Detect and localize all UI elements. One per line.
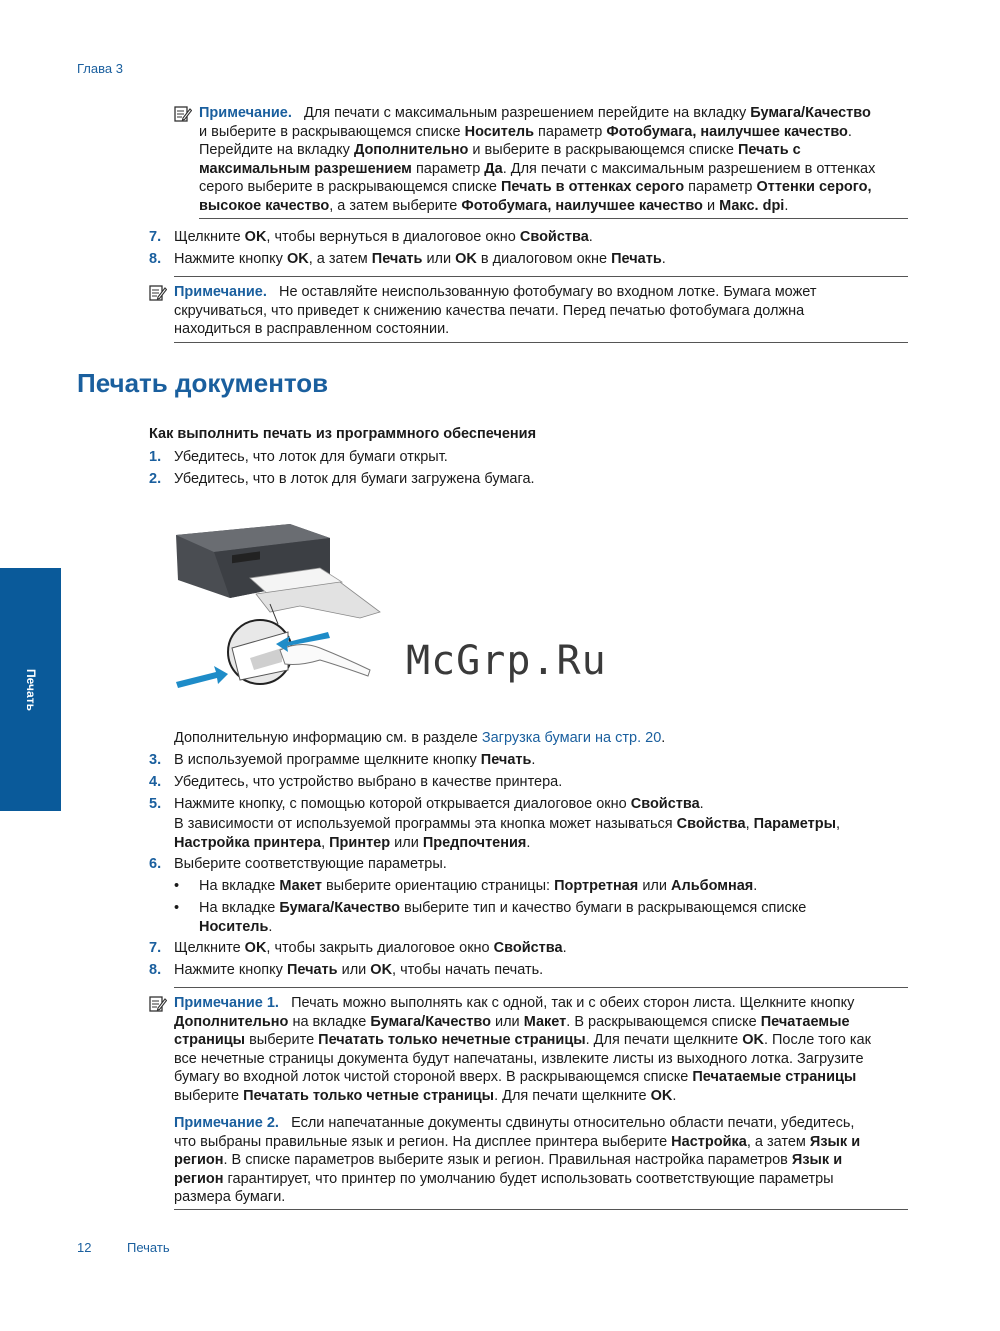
step5-detail: В зависимости от используемой программы эта кнопка может называться Свойства, Параметры, Настройка принтера, Принтер или Предпочтения. — [174, 816, 841, 851]
side-tab-label: Печать — [23, 668, 38, 711]
link-load-paper[interactable]: Загрузка бумаги на стр. 20 — [481, 730, 662, 746]
divider — [199, 218, 908, 219]
note-middle: Примечание. Не оставляйте неиспользованную фотобумагу во входном лотке. Бумага может скручиваться, что приведет к снижению качества печати. Перед печатью фотобумага должна находиться в расправленном состоянии. — [174, 283, 914, 339]
chapter-label: Глава 3 — [77, 61, 123, 76]
divider — [174, 276, 908, 277]
note-icon — [149, 995, 167, 1013]
note-top: Примечание. Для печати с максимальным разрешением перейдите на вкладку Бумага/Качество и выберите в раскрывающемся списке Носитель параметр Фотобумага, наилучшее качество. Перейдите на вкладку Дополнительно и выберите в раскрывающемся списке Печать с максимальным разрешением параметр Да. Для печати с максимальным разрешением в оттенках серого выберите в раскрывающемся списке Печать в оттенках серого параметр Оттенки серого, высокое качество, а затем выберите Фотобумага, наилучшее качество и Макс. dpi. — [199, 104, 919, 216]
note-icon — [149, 284, 167, 302]
note-1: Примечание 1. Печать можно выполнять как с одной, так и с обеих сторон листа. Щелкните кнопку Дополнительно на вкладке Бумага/Качество или Макет. В раскрывающемся списке Печатаемые страницы выберите Печатать только нечетные страницы. Для печати щелкните OK. После того как все нечетные страницы документа будут напечатаны, извлеките листы из выходного лотка. Загрузите бумагу во входной лоток чистой стороной вверх. В раскрывающемся списке Печатаемые страницы выберите Печатать только четные страницы. Для печати щелкните OK. — [174, 994, 914, 1106]
footer-section: Печать — [127, 1240, 170, 1255]
watermark: McGrp.Ru — [406, 638, 607, 684]
note-2: Примечание 2. Если напечатанные документы сдвинуты относительно области печати, убедитесь, что выбраны правильные язык и регион. На дисплее принтера выберите Настройка, а затем Язык и регион. В списке параметров выберите язык и регион. Правильная настройка параметров Язык и регион гарантирует, что принтер по умолчанию будет использовать соответствующие параметры размера бумаги. — [174, 1115, 861, 1206]
printer-illustration — [170, 520, 395, 698]
section-title: Печать документов — [77, 368, 329, 398]
note-icon — [174, 105, 192, 123]
side-section-tab — [0, 568, 61, 811]
more-info: Дополнительную информацию см. в разделе Загрузка бумаги на стр. 20. — [174, 730, 666, 746]
divider — [174, 1209, 908, 1210]
divider — [174, 342, 908, 343]
page-number: 12 — [77, 1240, 92, 1255]
divider — [174, 987, 908, 988]
subsection-title: Как выполнить печать из программного обеспечения — [149, 426, 537, 442]
